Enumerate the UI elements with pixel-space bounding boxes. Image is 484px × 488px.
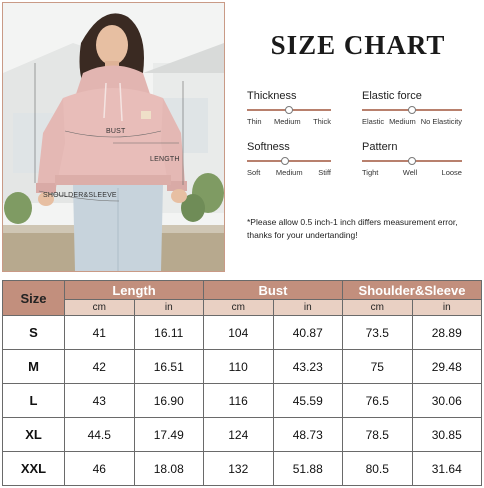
value-cell: 80.5	[343, 452, 413, 486]
value-cell: 16.51	[134, 350, 204, 384]
value-cell: 43.23	[273, 350, 343, 384]
length-group-header: Length	[65, 281, 204, 300]
value-cell: 42	[65, 350, 135, 384]
scale-option: Well	[402, 168, 418, 177]
scale-option: Thin	[247, 117, 262, 126]
scale-label: Softness	[247, 141, 290, 153]
bust-label: BUST	[106, 128, 126, 135]
unit-header: in	[134, 300, 204, 316]
table-row	[3, 418, 482, 452]
value-cell: 30.06	[412, 384, 482, 418]
value-cell: 48.73	[273, 418, 343, 452]
value-cell: 132	[204, 452, 274, 486]
value-cell: 51.88	[273, 452, 343, 486]
scale-indicator	[408, 106, 416, 114]
value-cell: 17.49	[134, 418, 204, 452]
table-row	[3, 316, 482, 350]
bust-group-header: Bust	[204, 281, 343, 300]
length-label: LENGTH	[150, 156, 180, 163]
scale-label: Pattern	[362, 141, 398, 153]
value-cell: 43	[65, 384, 135, 418]
shoulder-sleeve-group-header: Shoulder&Sleeve	[343, 281, 482, 300]
scale-track	[362, 157, 462, 165]
model-illustration	[3, 3, 224, 271]
size-cell: XL	[3, 418, 65, 452]
value-cell: 104	[204, 316, 274, 350]
unit-header: cm	[343, 300, 413, 316]
value-cell: 30.85	[412, 418, 482, 452]
size-cell: XXL	[3, 452, 65, 486]
scale-indicator	[281, 157, 289, 165]
scale-option: Tight	[362, 168, 379, 177]
scale-option: Elastic	[362, 117, 385, 126]
unit-header: cm	[204, 300, 274, 316]
scale-option: Stiff	[318, 168, 331, 177]
scale-label: Thickness	[247, 90, 297, 102]
value-cell: 28.89	[412, 316, 482, 350]
scale-track	[247, 157, 331, 165]
measurement-note: *Please allow 0.5 inch-1 inch differs measurement error, thanks for your undertanding!	[247, 217, 458, 240]
scale-indicator	[408, 157, 416, 165]
value-cell: 75	[343, 350, 413, 384]
size-column-header: Size	[3, 281, 65, 316]
value-cell: 44.5	[65, 418, 135, 452]
scale-track	[247, 106, 331, 114]
table-row	[3, 452, 482, 486]
product-photo	[2, 2, 225, 272]
softness-scale	[247, 141, 331, 177]
value-cell: 31.64	[412, 452, 482, 486]
pattern-scale	[362, 141, 462, 177]
scale-option: No Elasticity	[420, 117, 462, 126]
table-row	[3, 350, 482, 384]
size-table	[2, 280, 482, 486]
scale-option: Thick	[313, 117, 331, 126]
value-cell: 116	[204, 384, 274, 418]
value-cell: 73.5	[343, 316, 413, 350]
elastic-force-scale	[362, 90, 462, 126]
value-cell: 110	[204, 350, 274, 384]
scale-track	[362, 106, 462, 114]
shoulder-sleeve-label: SHOULDER&SLEEVE	[43, 192, 117, 199]
unit-header: in	[273, 300, 343, 316]
value-cell: 45.59	[273, 384, 343, 418]
value-cell: 29.48	[412, 350, 482, 384]
value-cell: 40.87	[273, 316, 343, 350]
scale-option: Soft	[247, 168, 261, 177]
size-cell: M	[3, 350, 65, 384]
scale-option: Medium	[389, 117, 416, 126]
page-title: SIZE CHART	[270, 30, 446, 60]
value-cell: 76.5	[343, 384, 413, 418]
thickness-scale	[247, 90, 331, 126]
size-cell: S	[3, 316, 65, 350]
value-cell: 124	[204, 418, 274, 452]
scale-option: Loose	[441, 168, 462, 177]
scale-option: Medium	[273, 117, 301, 126]
scale-option: Medium	[275, 168, 303, 177]
value-cell: 16.90	[134, 384, 204, 418]
scale-indicator	[285, 106, 293, 114]
value-cell: 41	[65, 316, 135, 350]
value-cell: 16.11	[134, 316, 204, 350]
value-cell: 78.5	[343, 418, 413, 452]
value-cell: 18.08	[134, 452, 204, 486]
value-cell: 46	[65, 452, 135, 486]
unit-header: cm	[65, 300, 135, 316]
table-row	[3, 384, 482, 418]
scale-label: Elastic force	[362, 90, 422, 102]
unit-header: in	[412, 300, 482, 316]
size-cell: L	[3, 384, 65, 418]
